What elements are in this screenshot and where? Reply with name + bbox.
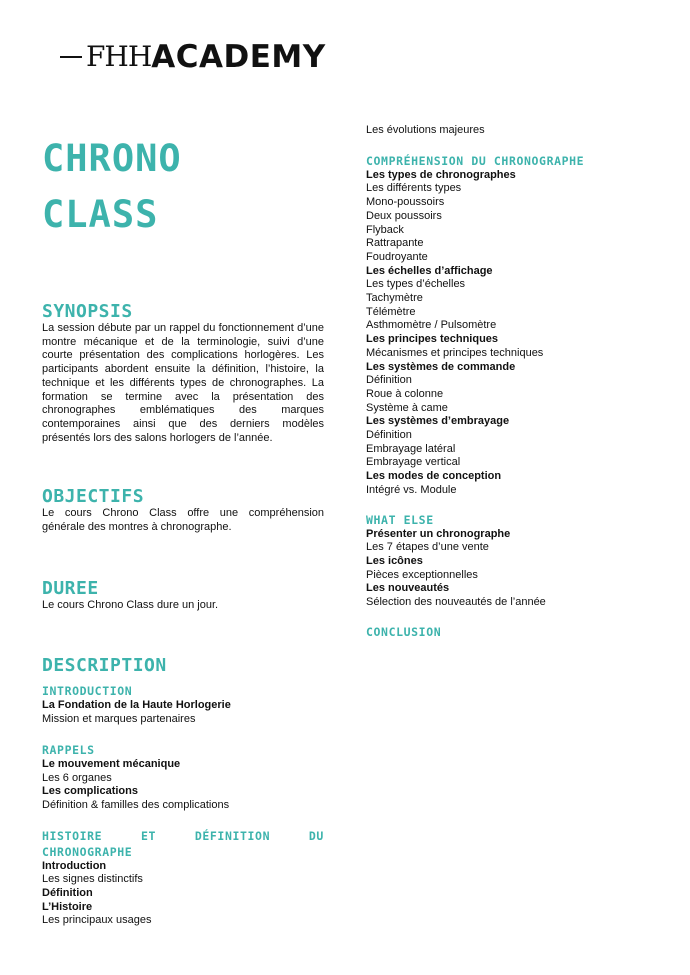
conclusion-block	[366, 624, 656, 640]
list-item: Système à came	[366, 401, 448, 414]
duree-section	[42, 579, 324, 613]
list-item: Les modes de conception	[366, 470, 502, 483]
left-column	[42, 128, 324, 928]
what-else-block	[366, 512, 656, 610]
list-item: Les nouveautés	[366, 582, 450, 595]
list-item: Les échelles d’affichage	[366, 264, 493, 277]
heading-word: HISTOIRE	[42, 828, 103, 843]
title-line-2: CLASS	[42, 193, 159, 236]
rappels-block	[42, 742, 324, 813]
list-item: Présenter un chronographe	[366, 527, 511, 540]
introduction-block	[42, 683, 324, 726]
description-heading: DESCRIPTION	[42, 655, 167, 677]
list-item: Tachymètre	[366, 292, 423, 305]
list-item: Le mouvement mécanique	[42, 757, 181, 770]
objectifs-text: Le cours Chrono Class offre une compréhension générale des montres à chronographe.	[42, 507, 324, 534]
list-item: Les principaux usages	[42, 914, 152, 927]
duree-text: Le cours Chrono Class dure un jour.	[42, 598, 219, 611]
list-item: Les 6 organes	[42, 771, 112, 784]
heading-word: DÉFINITION	[194, 828, 271, 843]
list-item: Roue à colonne	[366, 387, 444, 400]
list-item: Deux poussoirs	[366, 209, 442, 222]
list-item: Définition & familles des complications	[42, 798, 230, 811]
histoire-heading-line-1	[42, 828, 324, 844]
list-item: Les types d’échelles	[366, 278, 466, 291]
list-item: Les types de chronographes	[366, 168, 516, 181]
list-item: Pièces exceptionnelles	[366, 568, 478, 581]
logo-fhh: FHH	[86, 40, 152, 73]
list-item: Les complications	[42, 785, 138, 798]
rappels-heading: RAPPELS	[42, 742, 95, 757]
list-item: L’Histoire	[42, 900, 93, 913]
evolutions-line: Les évolutions majeures	[366, 124, 485, 136]
list-item: Asthmomètre / Pulsomètre	[366, 319, 497, 332]
synopsis-text: La session débute par un rappel du fonctionnement d’une montre mécanique et de la terminologie, suivi d’une courte présentation des complications horlogères. Les participants abordent ensuite la définition, l’histoire, la technique et les différents types de chronographes. La formation se termine avec la présentation des chronographes emblématiques des marques contemporaines ainsi que des derniers modèles présentés lors des salons horlogers de l’année.	[42, 322, 324, 444]
what-else-list	[366, 528, 656, 610]
list-item: Mission et marques partenaires	[42, 713, 196, 726]
comprehension-block	[366, 153, 656, 498]
list-item: Embrayage latéral	[366, 442, 456, 455]
list-item: La Fondation de la Haute Horlogerie	[42, 699, 231, 712]
list-item: Sélection des nouveautés de l’année	[366, 596, 546, 609]
heading-word: ET	[141, 828, 157, 843]
list-item: Les systèmes d’embrayage	[366, 415, 510, 428]
comprehension-list	[366, 169, 656, 498]
list-item: Définition	[366, 374, 412, 387]
list-item: Télémètre	[366, 305, 416, 318]
logo-academy: ACADEMY	[151, 39, 326, 75]
list-item: Les icônes	[366, 554, 423, 567]
fhh-academy-logo	[60, 40, 326, 74]
synopsis-section	[42, 302, 324, 445]
list-item: Les signes distinctifs	[42, 873, 143, 886]
objectifs-heading: OBJECTIFS	[42, 486, 145, 508]
list-item: Embrayage vertical	[366, 456, 461, 469]
list-item: Les 7 étapes d’une vente	[366, 541, 489, 554]
page-title	[42, 134, 324, 240]
list-item: Intégré vs. Module	[366, 483, 457, 496]
list-item: Les principes techniques	[366, 333, 499, 346]
heading-word: DU	[308, 828, 324, 843]
list-item: Définition	[366, 429, 412, 442]
introduction-heading: INTRODUCTION	[42, 684, 133, 699]
list-item: Définition	[42, 887, 93, 900]
description-section	[42, 656, 324, 928]
histoire-heading-line-2: CHRONOGRAPHE	[42, 844, 133, 859]
title-line-1: CHRONO	[42, 137, 182, 180]
what-else-heading: WHAT ELSE	[366, 512, 434, 527]
list-item: Les systèmes de commande	[366, 360, 516, 373]
histoire-block	[42, 828, 324, 929]
synopsis-heading: SYNOPSIS	[42, 301, 133, 322]
objectifs-section	[42, 487, 324, 534]
list-item: Foudroyante	[366, 250, 428, 263]
list-item: Mécanismes et principes techniques	[366, 346, 544, 359]
comprehension-heading: COMPRÉHENSION DU CHRONOGRAPHE	[366, 153, 585, 168]
list-item: Rattrapante	[366, 237, 424, 250]
right-column	[366, 124, 656, 640]
list-item: Les différents types	[366, 182, 462, 195]
list-item: Mono-poussoirs	[366, 196, 445, 209]
list-item: Flyback	[366, 223, 404, 236]
duree-heading: DUREE	[42, 577, 99, 599]
list-item: Introduction	[42, 859, 107, 872]
logo-dash	[60, 56, 82, 58]
conclusion-heading: CONCLUSION	[366, 624, 442, 639]
